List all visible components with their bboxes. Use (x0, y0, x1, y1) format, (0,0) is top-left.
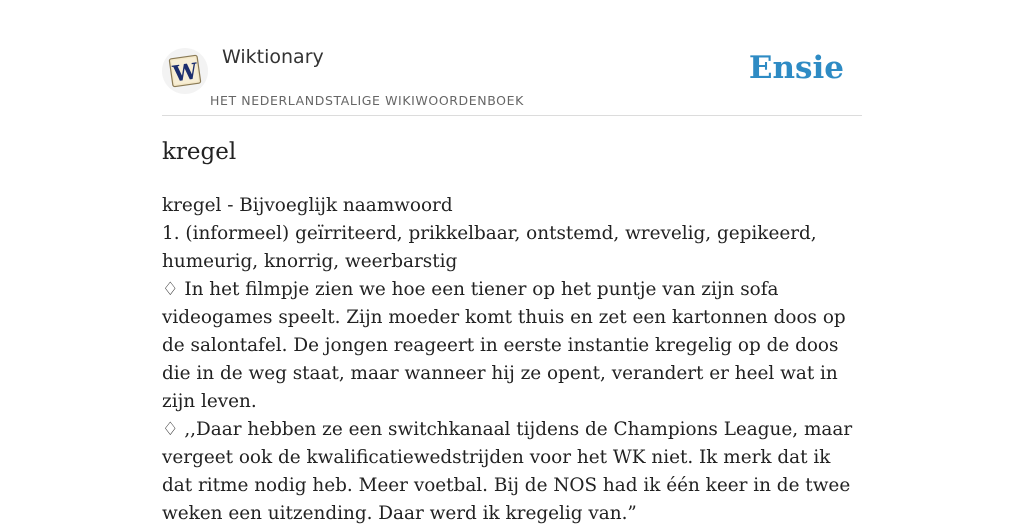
example-sentence: ♢ ,,Daar hebben ze een switchkanaal tijdens de Champions League, maar vergeet ook de kwalificatiewedstrijden voor het WK niet. Ik merk dat ik dat ritme nodig heb. Meer voetbal. Bij de NOS had ik één keer in de twee weken een uitzending. Daar werd ik kregelig van.” (162, 419, 853, 524)
site-tagline: HET NEDERLANDSTALIGE WIKIWOORDENBOEK (210, 93, 524, 108)
header-divider (162, 115, 862, 116)
svg-text:W: W (171, 58, 200, 88)
site-name[interactable]: Wiktionary (222, 46, 324, 68)
example-sentence: ♢ In het filmpje zien we hoe een tiener op het puntje van zijn sofa videogames speelt. Zijn moeder komt thuis en zet een kartonnen doos op de salontafel. De jongen reageert in eerste instantie kregelig op de doos die in de weg staat, maar wanneer hij ze opent, verandert er heel wat in zijn leven. (162, 279, 846, 412)
site-header (162, 40, 862, 115)
page-title: kregel (162, 139, 237, 165)
ensie-brand-link[interactable]: Ensie (748, 50, 844, 86)
wiktionary-logo-icon[interactable] (162, 48, 208, 94)
entry-body (162, 192, 862, 528)
definition: 1. (informeel) geïrriteerd, prikkelbaar, ontstemd, wrevelig, gepikeerd, humeurig, knorrig, weerbarstig (162, 223, 817, 272)
part-of-speech: kregel - Bijvoeglijk naamwoord (162, 195, 453, 216)
